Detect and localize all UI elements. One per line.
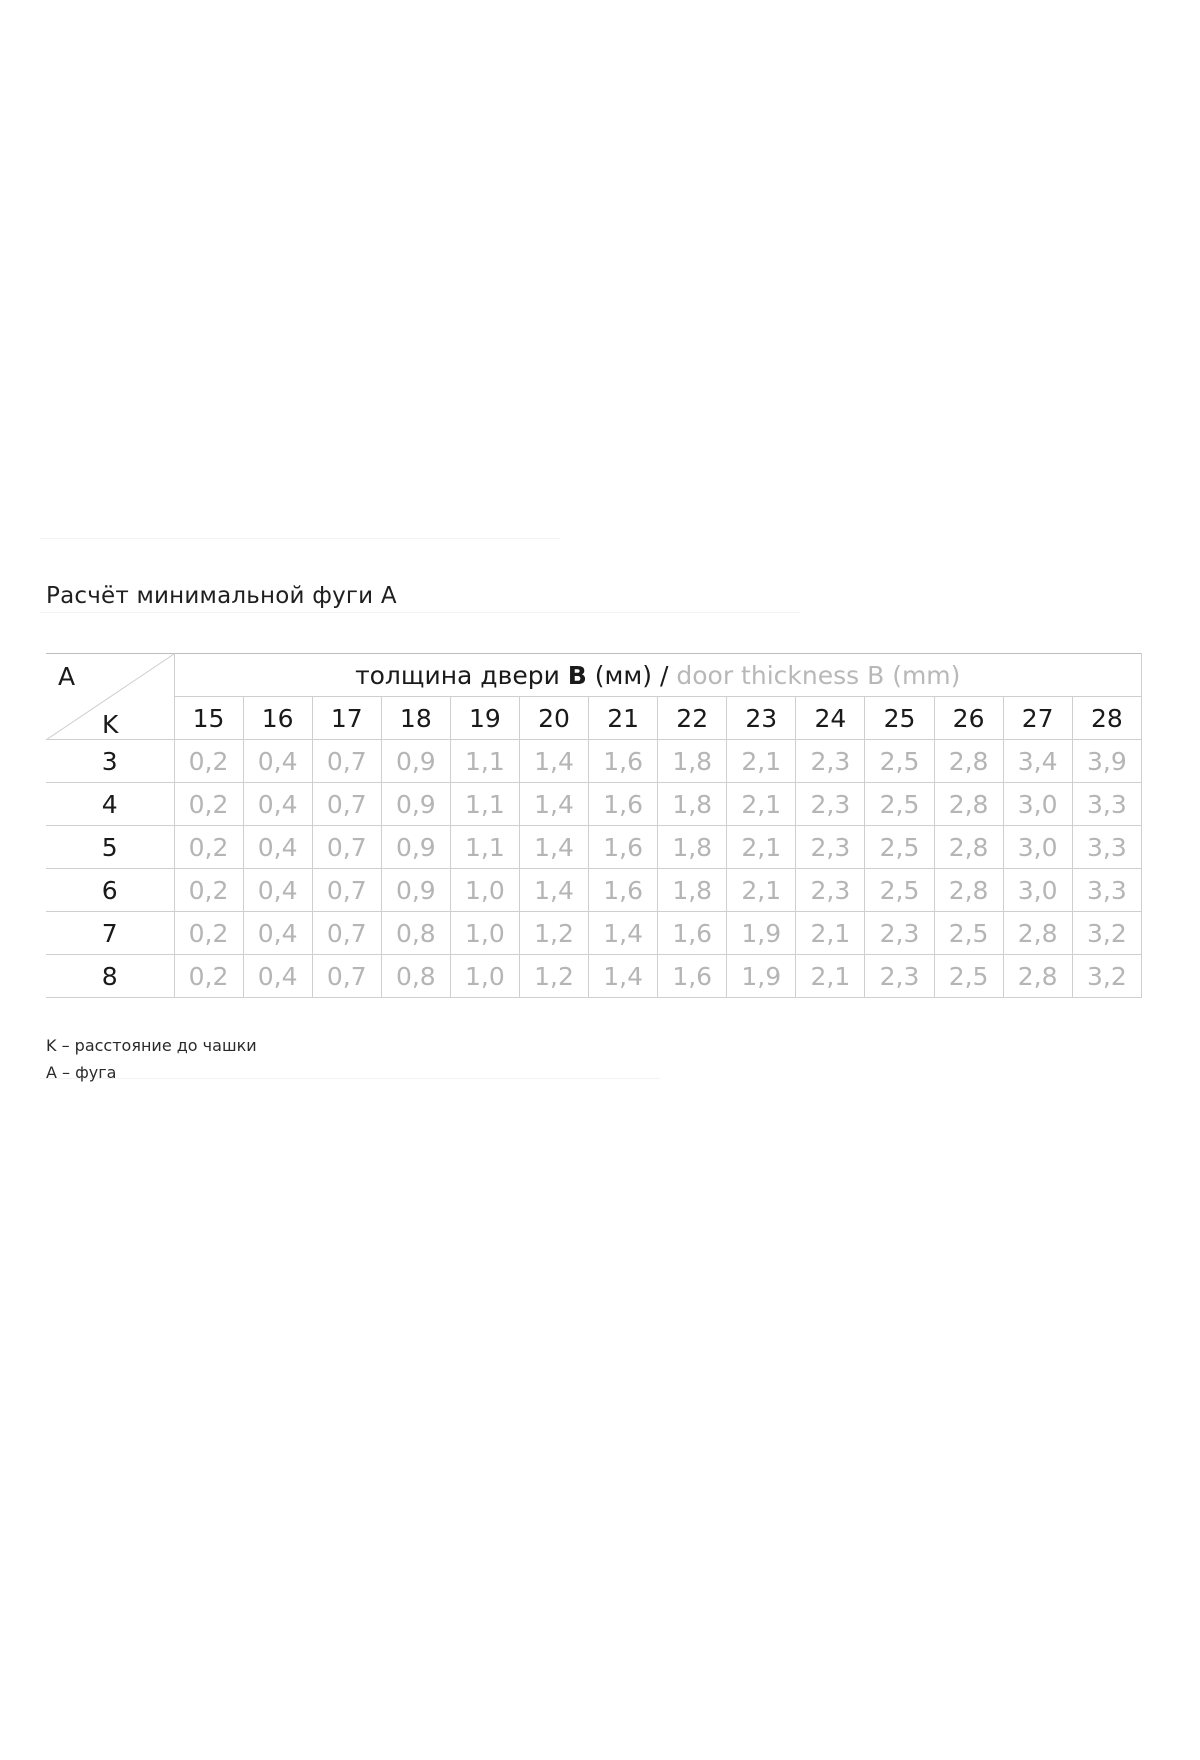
table-cell: 1,1 (450, 826, 519, 869)
table-cell: 1,6 (589, 783, 658, 826)
table-cell: 2,3 (796, 740, 865, 783)
table-cell: 0,7 (312, 783, 381, 826)
table-cell: 2,5 (865, 826, 934, 869)
column-header: 17 (312, 697, 381, 740)
header-separator: / (659, 660, 669, 690)
table-cell: 0,9 (381, 869, 450, 912)
column-header: 18 (381, 697, 450, 740)
table-cell: 2,3 (796, 869, 865, 912)
table-cell: 3,4 (1003, 740, 1072, 783)
table-row (46, 826, 1142, 869)
table-row (46, 783, 1142, 826)
table-cell: 0,7 (312, 740, 381, 783)
page-title: Расчёт минимальной фуги А (46, 583, 397, 609)
column-header: 22 (658, 697, 727, 740)
table-cell: 0,2 (174, 783, 243, 826)
column-header: 15 (174, 697, 243, 740)
table-cell: 3,2 (1072, 955, 1141, 998)
legend (46, 1032, 257, 1086)
table-cell: 1,6 (589, 826, 658, 869)
column-header-row (46, 697, 1142, 740)
table-row (46, 955, 1142, 998)
row-header-k: 3 (46, 740, 174, 783)
table-cell: 0,9 (381, 826, 450, 869)
table-cell: 2,3 (865, 955, 934, 998)
table-cell: 2,5 (865, 869, 934, 912)
header-ru-label: толщина двери (355, 660, 560, 690)
table-cell: 1,1 (450, 740, 519, 783)
column-header: 19 (450, 697, 519, 740)
legend-item-a: А – фуга (46, 1063, 117, 1082)
table-cell: 2,5 (865, 740, 934, 783)
table-cell: 0,4 (243, 783, 312, 826)
table-cell: 1,8 (658, 740, 727, 783)
table-cell: 3,9 (1072, 740, 1141, 783)
table-cell: 1,2 (519, 912, 588, 955)
header-b-label: B (567, 660, 587, 690)
table-cell: 2,8 (934, 869, 1003, 912)
table-cell: 1,6 (658, 912, 727, 955)
faint-line (40, 612, 800, 613)
table-cell: 0,4 (243, 869, 312, 912)
table-cell: 1,4 (519, 826, 588, 869)
column-header: 27 (1003, 697, 1072, 740)
table-cell: 2,1 (727, 783, 796, 826)
table-cell: 2,5 (865, 783, 934, 826)
corner-label-k: K (102, 710, 119, 739)
table-cell: 2,8 (1003, 955, 1072, 998)
table-row (46, 912, 1142, 955)
row-header-k: 6 (46, 869, 174, 912)
table-cell: 0,7 (312, 869, 381, 912)
table-cell: 1,4 (519, 740, 588, 783)
table-cell: 0,4 (243, 740, 312, 783)
table-cell: 2,1 (796, 912, 865, 955)
column-header: 20 (519, 697, 588, 740)
table-cell: 1,0 (450, 912, 519, 955)
table-cell: 0,2 (174, 955, 243, 998)
table-cell: 0,8 (381, 912, 450, 955)
table-row (46, 740, 1142, 783)
corner-label-a: А (58, 662, 76, 691)
column-header: 24 (796, 697, 865, 740)
table-cell: 2,1 (796, 955, 865, 998)
row-header-k: 8 (46, 955, 174, 998)
table-cell: 1,2 (519, 955, 588, 998)
table-cell: 2,5 (934, 912, 1003, 955)
column-header: 28 (1072, 697, 1141, 740)
table-cell: 1,4 (519, 869, 588, 912)
table-cell: 1,0 (450, 955, 519, 998)
column-header: 21 (589, 697, 658, 740)
table-cell: 0,9 (381, 740, 450, 783)
table-cell: 1,9 (727, 912, 796, 955)
table-cell: 0,2 (174, 740, 243, 783)
table-cell: 2,1 (727, 869, 796, 912)
header-unit-label: (мм) (594, 660, 653, 690)
table-cell: 0,4 (243, 912, 312, 955)
table-header-row (46, 654, 1142, 697)
table-cell: 0,2 (174, 869, 243, 912)
row-header-k: 5 (46, 826, 174, 869)
table-cell: 3,3 (1072, 869, 1141, 912)
table-cell: 3,0 (1003, 826, 1072, 869)
table-cell: 2,8 (934, 826, 1003, 869)
table-cell: 2,8 (934, 740, 1003, 783)
table-cell: 0,4 (243, 826, 312, 869)
table-cell: 1,4 (519, 783, 588, 826)
table-cell: 3,3 (1072, 783, 1141, 826)
table-row (46, 869, 1142, 912)
row-header-k: 4 (46, 783, 174, 826)
gap-table (46, 653, 1142, 998)
table-cell: 1,8 (658, 783, 727, 826)
table-cell: 3,2 (1072, 912, 1141, 955)
table-cell: 2,5 (934, 955, 1003, 998)
table-cell: 2,3 (796, 783, 865, 826)
table-cell: 0,2 (174, 826, 243, 869)
faint-line (40, 538, 560, 539)
table-cell: 3,3 (1072, 826, 1141, 869)
table-cell: 1,4 (589, 955, 658, 998)
door-thickness-header (174, 654, 1142, 697)
table-cell: 0,2 (174, 912, 243, 955)
table-cell: 1,1 (450, 783, 519, 826)
table-cell: 0,7 (312, 955, 381, 998)
table-cell: 1,0 (450, 869, 519, 912)
table-cell: 2,1 (727, 826, 796, 869)
header-en-label: door thickness B (mm) (676, 660, 961, 690)
legend-item-k: K – расстояние до чашки (46, 1036, 257, 1055)
row-header-k: 7 (46, 912, 174, 955)
table-cell: 0,7 (312, 912, 381, 955)
column-header: 16 (243, 697, 312, 740)
table-cell: 3,0 (1003, 783, 1072, 826)
table-cell: 1,6 (658, 955, 727, 998)
table-cell: 2,1 (727, 740, 796, 783)
table-cell: 1,8 (658, 869, 727, 912)
table-cell: 1,9 (727, 955, 796, 998)
column-header: 25 (865, 697, 934, 740)
table-cell: 2,8 (934, 783, 1003, 826)
table-cell: 1,8 (658, 826, 727, 869)
table-cell: 1,6 (589, 740, 658, 783)
table-cell: 2,3 (865, 912, 934, 955)
table-cell: 0,7 (312, 826, 381, 869)
table-cell: 0,8 (381, 955, 450, 998)
table-cell: 3,0 (1003, 869, 1072, 912)
table-corner (46, 654, 174, 740)
table-cell: 2,3 (796, 826, 865, 869)
table-cell: 0,4 (243, 955, 312, 998)
table-cell: 0,9 (381, 783, 450, 826)
table-cell: 1,4 (589, 912, 658, 955)
column-header: 23 (727, 697, 796, 740)
column-header: 26 (934, 697, 1003, 740)
table-cell: 1,6 (589, 869, 658, 912)
table-cell: 2,8 (1003, 912, 1072, 955)
